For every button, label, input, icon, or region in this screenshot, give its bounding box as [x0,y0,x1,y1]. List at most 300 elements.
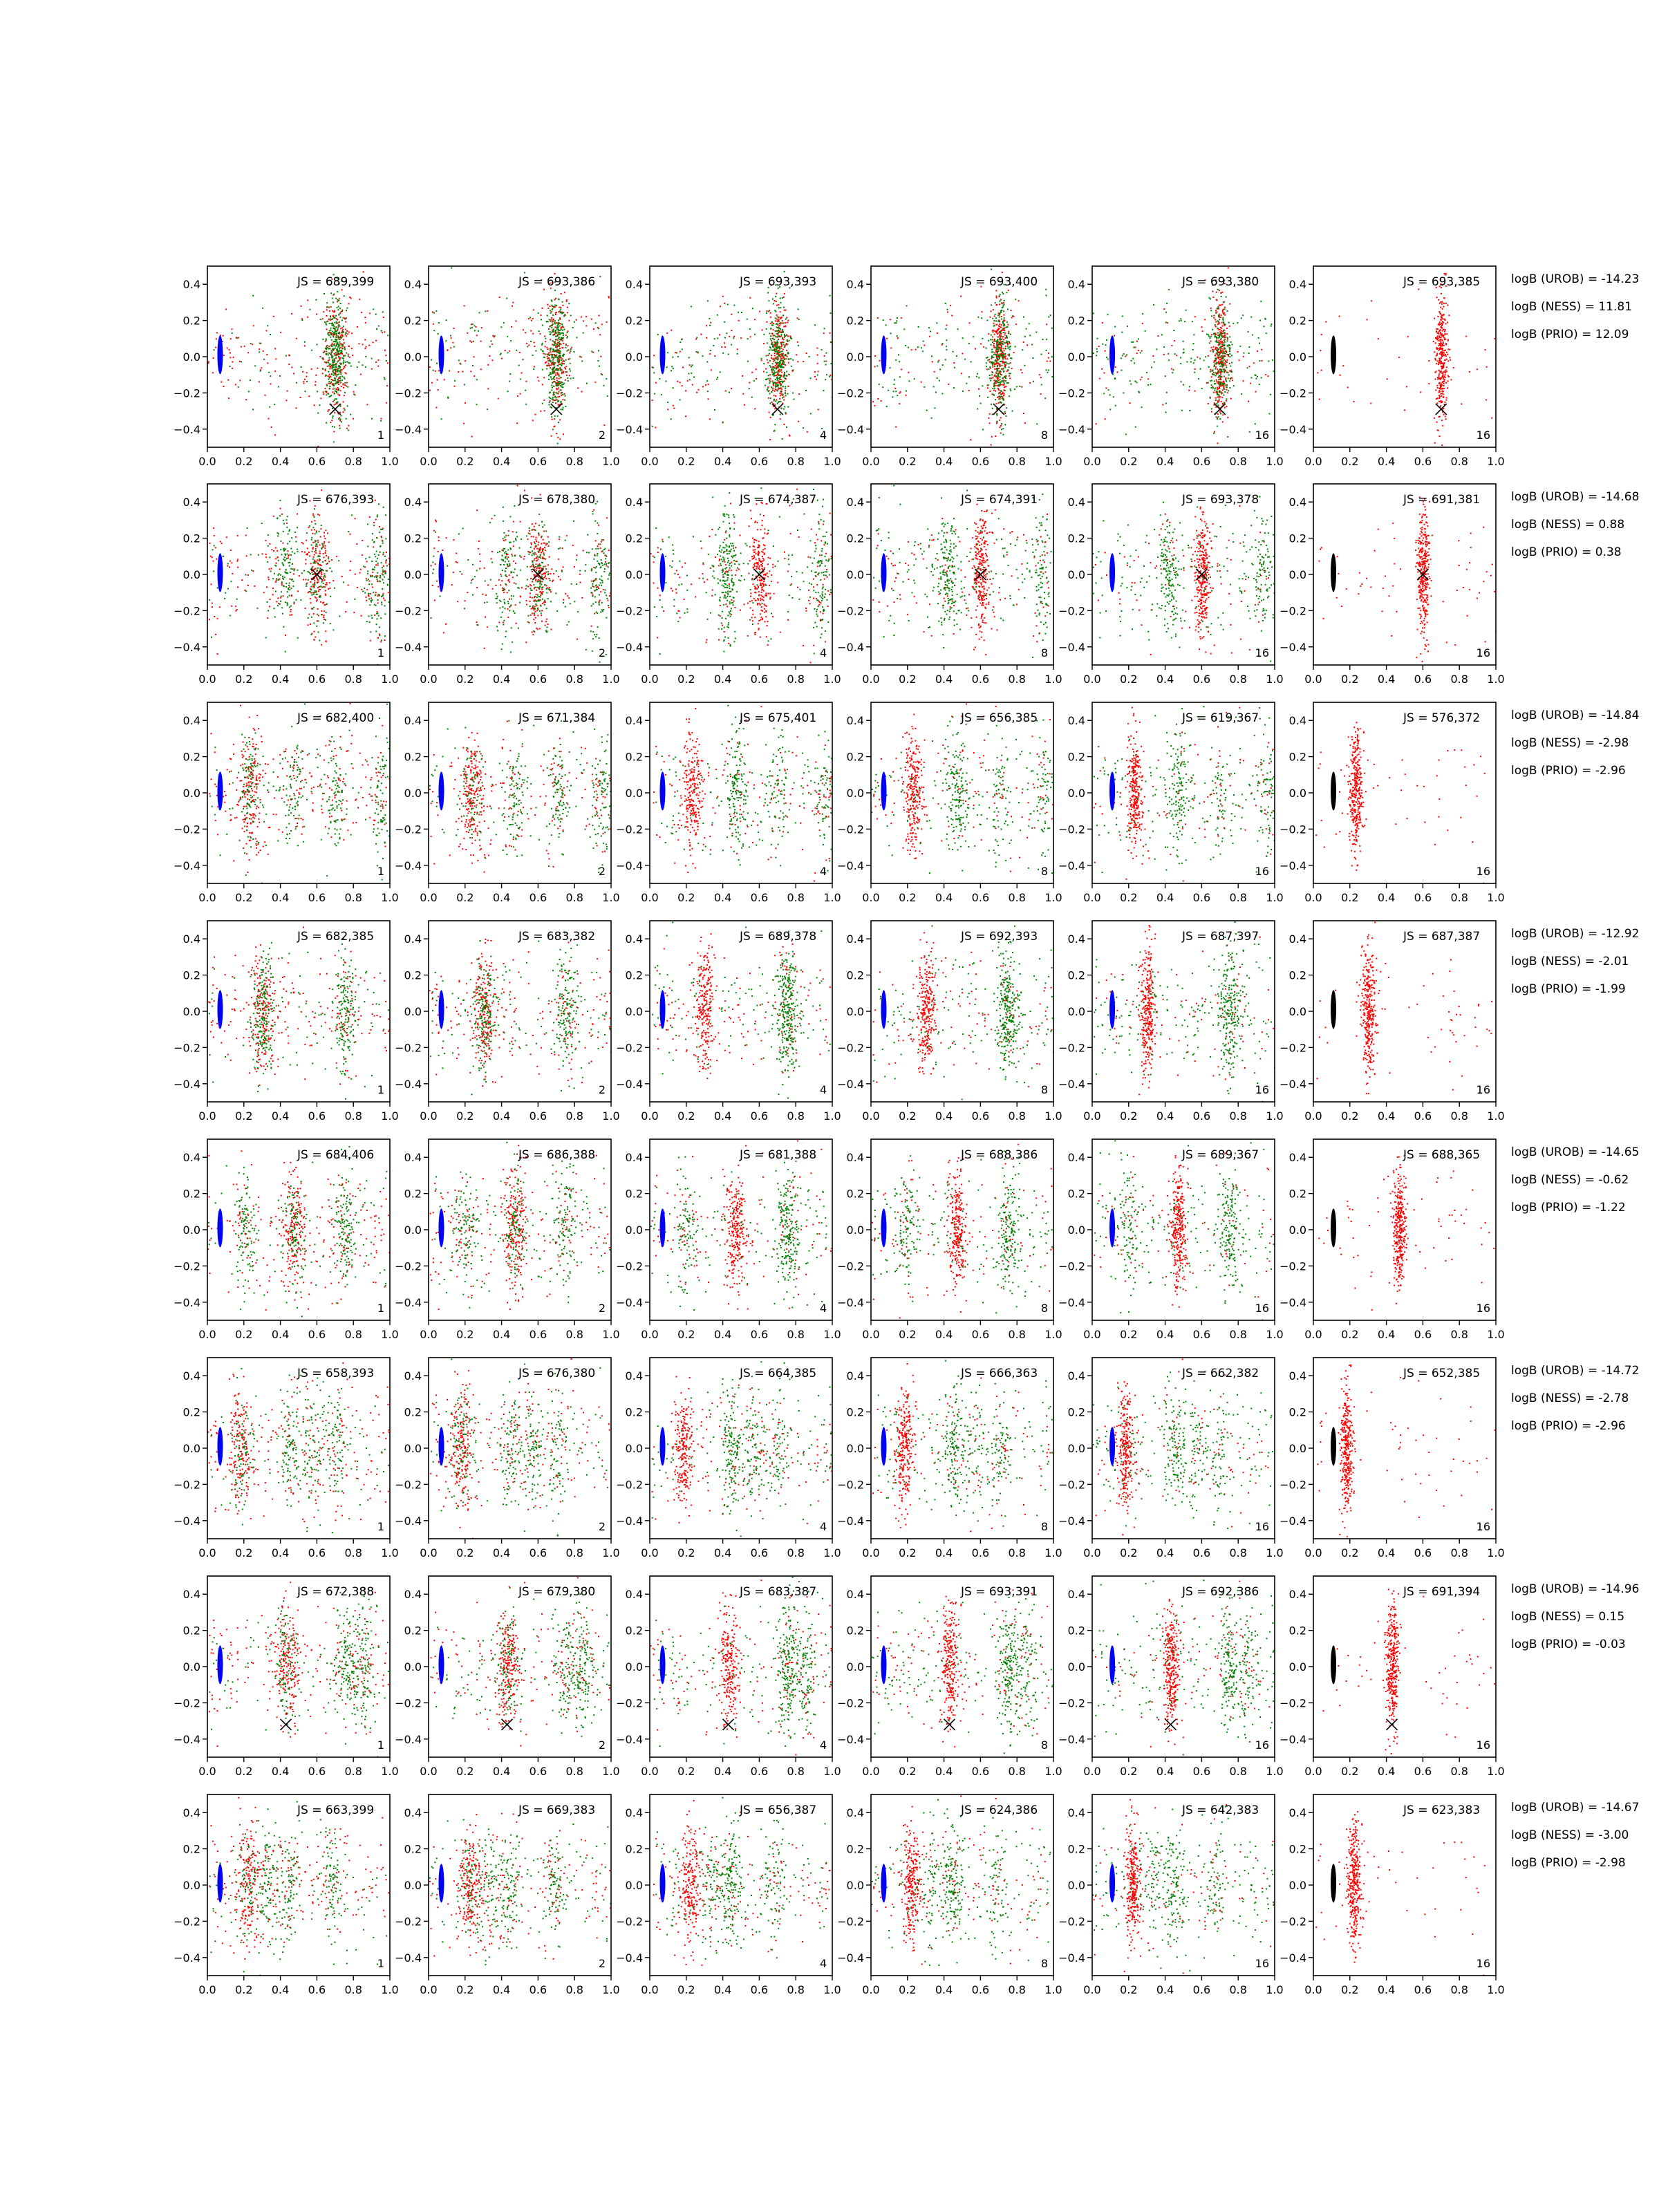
green-point [563,315,565,317]
green-point [325,375,326,376]
green-point [782,359,784,361]
green-point [778,307,780,308]
red-point [555,298,556,299]
red-point [558,311,559,312]
green-point [529,317,531,318]
green-point [1010,388,1011,390]
red-point [326,555,327,556]
red-point [344,346,345,348]
green-point [1192,349,1194,350]
green-point [997,368,998,369]
green-point [552,402,554,403]
red-point [776,319,778,320]
red-point [1214,360,1215,362]
red-point [899,403,900,404]
green-point [344,382,346,384]
green-point [542,369,543,371]
green-point [326,612,327,613]
red-point [565,379,566,381]
red-point [561,293,562,294]
green-point [992,318,993,319]
green-point [331,374,332,375]
red-point [383,317,384,318]
green-point [986,319,988,321]
green-point [776,340,778,341]
y-tick-label: −0.2 [1280,386,1306,400]
green-point [319,596,320,597]
red-point [545,341,546,342]
red-point [708,384,709,385]
red-point [326,328,328,330]
green-point [330,364,331,365]
green-point [1047,372,1048,373]
red-point [571,347,572,348]
red-point [1158,335,1159,337]
green-point [1226,366,1227,368]
green-point [550,350,551,351]
red-point [368,581,370,582]
red-point [1420,391,1421,393]
red-point [1188,390,1190,391]
green-point [1009,348,1011,350]
red-point [324,388,326,389]
green-point [333,385,335,386]
red-point [707,398,709,400]
red-point [361,615,362,617]
green-point [999,344,1000,345]
green-point [885,324,887,326]
green-point [825,364,827,366]
red-point [769,374,771,375]
green-point [371,418,373,420]
green-point [542,350,543,352]
green-point [315,545,317,547]
green-point [769,402,771,404]
green-point [289,582,290,583]
green-point [677,356,679,357]
green-point [769,332,770,334]
red-point [324,619,325,620]
green-point [333,348,335,350]
green-point [342,344,344,345]
green-point [438,322,440,324]
green-point [733,305,735,306]
red-point [731,388,732,389]
green-point [1123,392,1124,393]
green-point [1000,339,1002,340]
green-point [781,408,782,409]
red-point [1220,359,1221,360]
green-point [290,572,291,573]
red-point [550,339,551,340]
red-point [324,362,326,363]
red-point [319,589,321,590]
green-point [368,579,369,580]
green-point [997,350,999,352]
red-point [563,372,564,373]
green-point [1004,300,1005,301]
green-point [287,605,288,606]
green-point [829,376,830,377]
green-point [775,386,776,388]
red-point [787,320,789,321]
green-point [292,551,293,552]
red-point [941,344,943,346]
red-point [1003,302,1004,303]
green-point [562,337,563,339]
green-point [374,576,375,577]
red-point [384,599,386,601]
green-point [990,380,991,382]
green-point [1009,341,1010,342]
green-point [1210,380,1211,382]
green-point [886,406,888,407]
green-point [991,357,993,358]
red-point [316,314,317,315]
green-point [384,577,385,578]
green-point [968,343,970,344]
red-point [1115,366,1116,368]
green-point [252,295,254,297]
red-point [1441,334,1443,335]
y-tick-label: 0.4 [1289,278,1306,291]
red-point [1217,357,1219,358]
green-point [1165,312,1167,313]
green-point [344,392,346,393]
green-point [1006,407,1007,409]
green-point [997,347,999,348]
green-point [987,385,988,386]
green-point [551,407,552,409]
green-point [692,364,693,366]
green-point [473,341,474,342]
green-point [783,364,785,365]
green-point [1263,326,1264,327]
green-point [561,324,563,325]
red-point [1445,369,1447,371]
green-point [776,333,777,335]
green-point [335,363,337,364]
green-point [738,312,739,313]
red-point [780,418,781,420]
red-point [343,317,344,319]
green-point [780,414,781,415]
green-point [1003,368,1004,369]
red-point [996,332,997,333]
red-point [740,337,742,339]
green-point [1193,334,1194,335]
red-point [1225,371,1226,372]
red-point [1447,340,1449,341]
red-point [697,389,699,391]
red-point [316,601,317,602]
red-point [714,355,715,357]
green-point [1259,343,1260,344]
red-point [990,310,991,312]
red-point [463,423,465,424]
red-point [564,393,565,395]
green-point [995,302,996,303]
green-point [335,383,336,384]
green-point [470,328,471,329]
red-point [774,408,776,409]
red-point [274,348,276,349]
red-point [742,393,744,395]
green-point [786,427,787,428]
green-point [776,353,778,355]
red-point [285,400,287,401]
red-point [1237,351,1239,353]
green-point [547,365,549,366]
green-point [279,573,280,574]
true-value-marker [551,404,562,415]
red-point [1440,393,1441,395]
green-point [338,356,339,357]
y-tick-label: −0.2 [395,386,422,400]
green-point [257,608,259,609]
green-point [1192,321,1193,322]
red-point [993,346,995,347]
red-point [379,633,380,635]
green-point [332,417,333,418]
red-point [1142,323,1143,324]
green-point [350,414,351,415]
green-point [335,379,336,381]
red-point [313,639,315,640]
green-point [367,570,368,572]
red-point [1445,374,1446,375]
green-point [780,351,782,353]
red-point [1485,349,1486,350]
green-point [552,357,554,358]
green-point [365,356,366,357]
red-point [1441,420,1443,421]
green-point [903,328,905,330]
green-point [564,400,565,401]
green-point [1189,410,1190,411]
green-point [295,541,297,543]
green-point [367,545,368,547]
green-point [770,397,771,399]
y-tick-label: 0.2 [626,315,643,328]
red-point [320,576,321,577]
green-point [310,634,312,635]
green-point [314,587,315,588]
red-point [994,316,995,317]
green-point [780,384,782,386]
red-point [798,393,800,395]
green-point [348,355,349,357]
red-point [340,372,341,373]
green-point [1134,362,1135,364]
green-point [1163,346,1165,348]
red-point [232,368,233,369]
red-point [566,301,568,302]
green-point [551,332,552,333]
green-point [776,386,778,387]
green-point [1226,371,1228,373]
green-point [313,622,315,624]
red-point [771,357,772,359]
red-point [1224,315,1226,316]
green-point [777,378,778,379]
red-point [304,345,306,346]
red-point [1000,333,1002,335]
green-point [553,350,554,351]
red-point [310,598,311,599]
green-point [1224,332,1225,333]
green-point [1165,322,1167,324]
red-point [265,556,267,558]
red-point [375,564,377,565]
green-point [321,614,322,615]
red-point [313,613,315,615]
red-point [551,311,552,312]
red-point [1027,344,1028,346]
red-point [291,366,292,368]
green-point [549,326,550,327]
red-point [1213,362,1215,363]
red-point [874,355,876,357]
red-point [232,573,233,574]
red-point [969,322,971,324]
green-point [780,307,781,308]
green-point [236,599,238,600]
green-point [277,535,279,536]
green-point [1227,436,1228,438]
red-point [291,313,292,315]
red-point [767,362,769,364]
green-point [1215,368,1216,370]
green-point [316,532,317,533]
green-point [1001,402,1002,403]
green-point [291,537,292,538]
red-point [778,339,779,340]
red-point [995,330,997,332]
x-tick-label: 1.0 [1487,455,1504,468]
red-point [1441,371,1442,372]
green-point [1001,354,1002,355]
green-point [1190,358,1192,359]
red-point [998,328,1000,329]
red-point [275,547,276,549]
red-point [324,579,326,581]
red-point [321,565,322,566]
red-point [276,580,277,581]
red-point [946,325,947,326]
green-point [993,354,995,355]
green-point [287,597,288,598]
red-point [1441,393,1443,394]
green-point [1212,369,1214,371]
red-point [778,350,780,351]
red-point [749,382,750,384]
red-point [1227,392,1228,393]
red-point [385,562,386,563]
green-point [368,615,369,617]
green-point [997,346,998,347]
green-point [1000,331,1001,332]
red-point [321,489,322,491]
green-point [1221,352,1223,353]
green-point [947,309,948,310]
green-point [1190,362,1192,363]
green-point [329,323,330,324]
green-point [334,317,335,318]
green-point [825,353,827,354]
red-point [275,581,276,583]
red-point [221,382,222,383]
green-point [1136,382,1137,383]
green-point [292,581,294,582]
green-point [557,415,559,417]
green-point [780,297,781,299]
green-point [344,355,346,356]
green-point [328,348,329,350]
green-point [286,554,288,555]
red-point [323,617,324,618]
green-point [287,572,288,574]
y-tick-label: −0.4 [174,423,200,436]
green-point [570,315,572,316]
red-point [1171,368,1172,370]
green-point [583,332,584,334]
green-point [977,317,979,318]
green-point [778,355,779,357]
green-point [460,364,462,365]
green-point [549,402,550,403]
red-point [1224,384,1226,386]
red-point [481,327,482,328]
red-point [560,307,561,308]
red-point [509,350,510,352]
green-point [1210,371,1211,373]
red-point [1446,352,1447,353]
red-point [308,614,310,615]
red-point [345,328,346,330]
green-point [267,561,268,563]
red-point [370,640,371,641]
green-point [720,371,721,373]
red-point [324,586,326,588]
green-point [476,379,478,380]
green-point [341,379,343,381]
red-point [779,354,780,355]
red-point [317,579,319,581]
green-point [332,318,333,319]
green-point [1221,346,1222,348]
green-point [323,352,324,353]
green-point [798,319,800,320]
red-point [769,379,770,381]
red-point [276,550,278,552]
green-point [980,403,982,404]
green-point [558,345,559,346]
red-point [239,361,241,362]
green-point [1223,330,1224,331]
red-point [382,593,384,594]
green-point [1108,389,1109,391]
red-point [328,346,330,347]
red-point [543,377,545,378]
red-point [567,330,568,332]
red-point [1219,388,1220,389]
green-point [315,523,316,525]
green-point [312,574,313,575]
red-point [320,397,321,399]
green-point [549,359,550,360]
red-point [305,563,306,565]
